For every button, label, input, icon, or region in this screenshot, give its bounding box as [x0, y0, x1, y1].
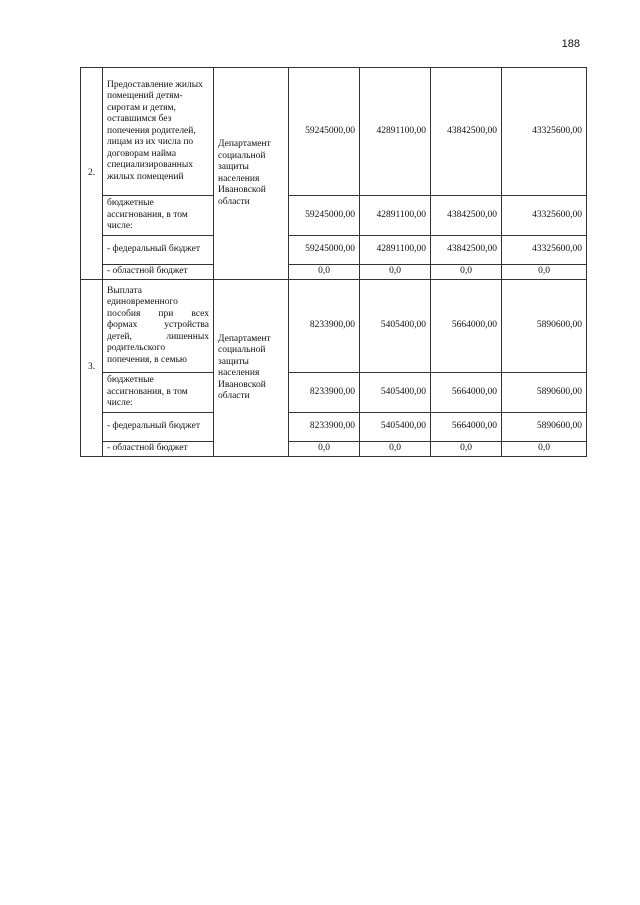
table-row [81, 265, 587, 280]
table-row [81, 373, 587, 413]
value-cell: 5664000,00 [431, 413, 502, 442]
value-cell: 0,0 [360, 442, 431, 457]
department-cell: Департамент социальной защиты населения Ивановской области [214, 280, 289, 457]
value-cell: 42891100,00 [360, 196, 431, 236]
value-cell: 8233900,00 [289, 373, 360, 413]
row-number: 2. [81, 68, 103, 280]
page-number: 188 [561, 38, 580, 50]
value-cell: 43325600,00 [502, 236, 587, 265]
table-row [81, 280, 587, 373]
value-cell: 0,0 [360, 265, 431, 280]
value-cell: 5890600,00 [502, 280, 587, 373]
value-cell: 5664000,00 [431, 280, 502, 373]
item-description: - областной бюджет [103, 265, 214, 280]
table-row [81, 442, 587, 457]
value-cell: 42891100,00 [360, 68, 431, 196]
value-cell: 0,0 [502, 265, 587, 280]
value-cell: 5405400,00 [360, 373, 431, 413]
item-description: бюджетные ассигнования, в том числе: [103, 373, 214, 413]
department-cell: Департамент социальной защиты населения Ивановской области [214, 68, 289, 280]
value-cell: 43842500,00 [431, 236, 502, 265]
item-description: - областной бюджет [103, 442, 214, 457]
table-row [81, 236, 587, 265]
item-description: бюджетные ассигнования, в том числе: [103, 196, 214, 236]
value-cell: 43842500,00 [431, 196, 502, 236]
item-description: - федеральный бюджет [103, 236, 214, 265]
value-cell: 43325600,00 [502, 196, 587, 236]
value-cell: 0,0 [502, 442, 587, 457]
value-cell: 43325600,00 [502, 68, 587, 196]
value-cell: 59245000,00 [289, 68, 360, 196]
value-cell: 8233900,00 [289, 413, 360, 442]
value-cell: 0,0 [289, 265, 360, 280]
item-description: - федеральный бюджет [103, 413, 214, 442]
table-row [81, 196, 587, 236]
row-number: 3. [81, 280, 103, 457]
item-description: Предоставление жилых помещений детям-сиротам и детям, оставшимся без попечения родителей, лицам из их числа по договорам найма специализированных жилых помещений [103, 68, 214, 196]
value-cell: 59245000,00 [289, 196, 360, 236]
value-cell: 5890600,00 [502, 413, 587, 442]
value-cell: 5890600,00 [502, 373, 587, 413]
value-cell: 8233900,00 [289, 280, 360, 373]
value-cell: 59245000,00 [289, 236, 360, 265]
value-cell: 5664000,00 [431, 373, 502, 413]
table-row [81, 413, 587, 442]
value-cell: 0,0 [431, 265, 502, 280]
value-cell: 42891100,00 [360, 236, 431, 265]
value-cell: 43842500,00 [431, 68, 502, 196]
budget-table [80, 67, 587, 457]
item-description: Выплата единовременного пособия при всех формах устройства детей, лишенных родительского попечения, в семью [103, 280, 214, 373]
value-cell: 5405400,00 [360, 280, 431, 373]
value-cell: 5405400,00 [360, 413, 431, 442]
value-cell: 0,0 [289, 442, 360, 457]
value-cell: 0,0 [431, 442, 502, 457]
table-row [81, 68, 587, 196]
